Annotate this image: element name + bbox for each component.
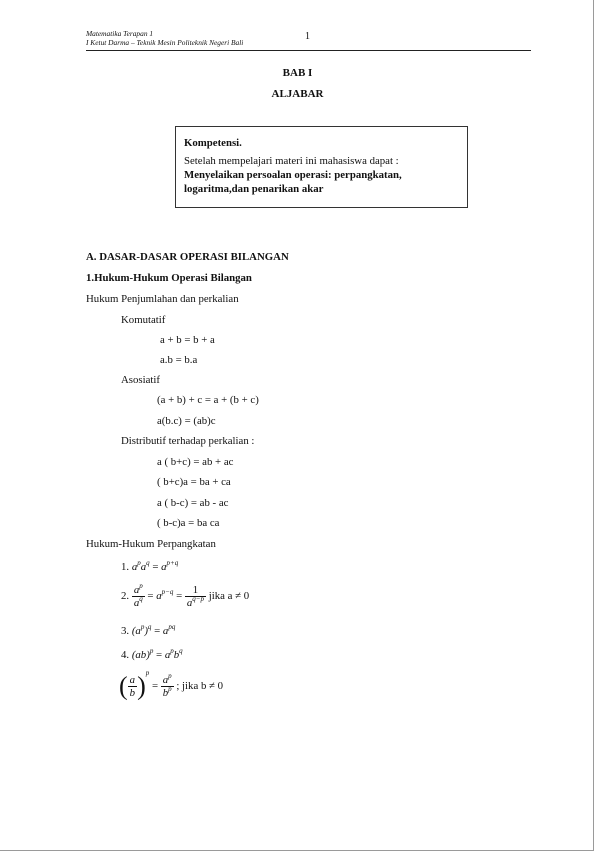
- associative-label: Asosiatif: [121, 374, 160, 386]
- commutative-eq-1: a + b = b + a: [160, 334, 215, 346]
- commutative-label: Komutatif: [121, 314, 166, 326]
- formula-4: 4. $(ab)^p = a^pb^q$: [121, 647, 183, 661]
- distributive-eq-3: a ( b-c) = ab - ac: [157, 497, 229, 509]
- competency-line-2: logaritma,dan penarikan akar: [184, 183, 324, 195]
- competency-title: Kompetensi.: [184, 137, 242, 149]
- formula-2: 2. $\frac{a^p}{a^q}$ = $a^{p-q}$ = $\frac{1}{a^{q-p}}$ jika a ≠ 0: [121, 582, 250, 609]
- distributive-eq-4: ( b-c)a = ba ca: [157, 517, 220, 529]
- subsection-title: 1.Hukum-Hukum Operasi Bilangan: [86, 272, 252, 284]
- formula-5: ( $\frac{a}{b}$ )$^p$ = $\frac{a^p}{b^p}$ ; jika b ≠ 0: [119, 669, 224, 701]
- chapter-title: ALJABAR: [271, 88, 324, 100]
- formula-1: 1. $a^pa^q = a^{p+q}$: [121, 559, 179, 573]
- associative-eq-1: (a + b) + c = a + (b + c): [157, 394, 259, 406]
- chapter-number: BAB I: [282, 67, 313, 79]
- section-title: A. DASAR-DASAR OPERASI BILANGAN: [86, 251, 289, 263]
- exponent-laws-label: Hukum-Hukum Perpangkatan: [86, 538, 216, 550]
- header-rule: [86, 50, 531, 51]
- competency-intro: Setelah mempelajari materi ini mahasiswa dapat :: [184, 155, 399, 167]
- distributive-eq-2: ( b+c)a = ba + ca: [157, 476, 231, 488]
- addition-multiplication-laws: Hukum Penjumlahan dan perkalian: [86, 293, 239, 305]
- fraction-one-over-a: $\frac{1}{a^{q-p}}$: [186, 584, 204, 609]
- competency-line-1: Menyelaikan persoalan operasi: perpangkatan,: [184, 169, 402, 181]
- page-number: 1: [305, 31, 310, 42]
- formula-3: 3. $(a^p)^q = a^{pq}$: [121, 623, 176, 637]
- distributive-eq-1: a ( b+c) = ab + ac: [157, 456, 234, 468]
- running-header-title: Matematika Terapan 1: [86, 29, 154, 38]
- fraction-ap-over-aq: $\frac{a^p}{a^q}$: [133, 582, 143, 609]
- fraction-ap-over-bp: $\frac{a^p}{b^p}$: [162, 672, 172, 700]
- distributive-label: Distributif terhadap perkalian :: [121, 435, 255, 447]
- commutative-eq-2: a.b = b.a: [160, 354, 198, 366]
- running-header-author: I Ketut Darma – Teknik Mesin Politeknik Negeri Bali: [86, 38, 244, 47]
- associative-eq-2: a(b.c) = (ab)c: [157, 415, 216, 427]
- fraction-a-over-b: $\frac{a}{b}$: [129, 674, 136, 700]
- competency-box: [175, 126, 468, 208]
